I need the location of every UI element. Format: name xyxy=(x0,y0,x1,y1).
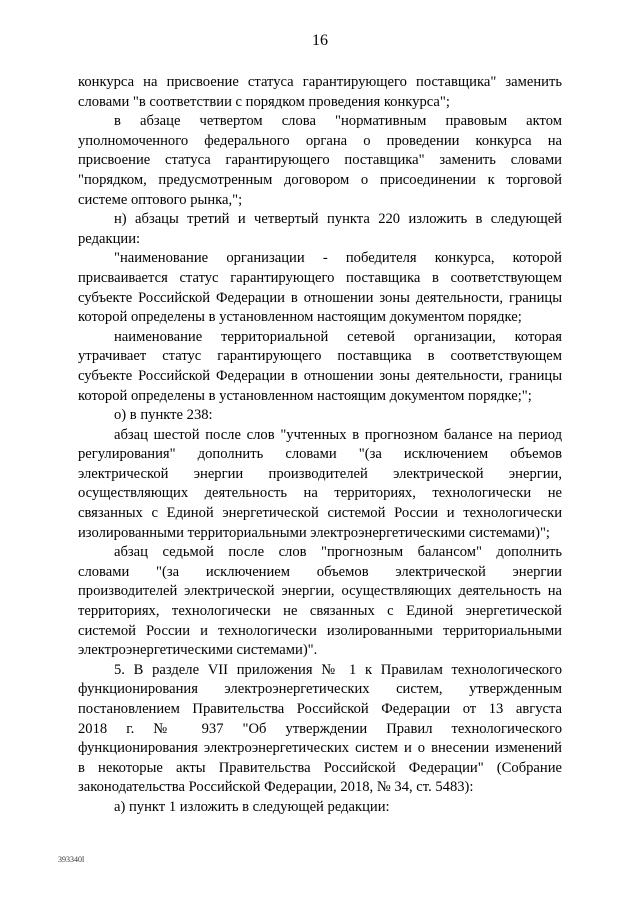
text-line: конкурса на присвоение статуса гарантирующего поставщика" заменить xyxy=(78,74,562,90)
text-line: "наименование организации - победителя конкурса, которой xyxy=(114,250,562,267)
text-line: электрической энергии производителей электрической энергии, xyxy=(78,465,562,482)
text-line: регулирования" дополнить словами "(за исключением объемов xyxy=(78,446,562,463)
text-line: функционирования электроэнергетических систем и о внесении изменений xyxy=(78,740,562,757)
text-line: наименование территориальной сетевой организации, которая xyxy=(114,328,562,345)
text-line: изолированными территориальными электроэнергетическими системами)"; xyxy=(78,524,550,541)
text-line: редакции: xyxy=(78,230,141,247)
text-line: в абзаце четвертом слова "нормативным правовым актом xyxy=(114,113,562,130)
text-line: 5. В разделе VII приложения № 1 к Правилам технологического xyxy=(114,661,562,678)
text-line: словами "в соответствии с порядком проведения конкурса"; xyxy=(78,93,450,110)
text-line: в некоторые акты Правительства Российской Федерации" (Собрание xyxy=(78,759,562,776)
document-footer-code: 393340l xyxy=(58,855,85,864)
text-line: присвоение статуса гарантирующего поставщика" заменить словами xyxy=(78,152,562,169)
text-line: н) абзацы третий и четвертый пункта 220 изложить в следующей xyxy=(114,211,562,228)
text-line: а) пункт 1 изложить в следующей редакции: xyxy=(114,798,390,815)
text-line: абзац шестой после слов "учтенных в прогнозном балансе на период xyxy=(114,426,562,443)
document-body xyxy=(78,73,562,818)
text-line: связанных с Единой энергетической системой России и технологически xyxy=(78,505,562,522)
text-line: уполномоченного федерального органа о проведении конкурса на xyxy=(78,132,562,149)
text-line: территориях, технологически не связанных с Единой энергетической xyxy=(78,603,562,620)
text-line: субъекте Российской Федерации в отношении зоны деятельности, границы xyxy=(78,367,562,384)
text-line: о) в пункте 238: xyxy=(114,407,213,424)
text-line: 2018 г. № 937 "Об утверждении Правил технологического xyxy=(78,720,562,737)
text-line: производителей электрической энергии, осуществляющих деятельность на xyxy=(78,583,562,600)
page-number: 16 xyxy=(312,32,328,49)
text-line: постановлением Правительства Российской Федерации от 13 августа xyxy=(78,701,562,717)
text-line: системе оптового рынка,"; xyxy=(78,191,243,208)
text-line: электроэнергетическими системами)". xyxy=(78,642,318,659)
text-line: системой России и технологически изолированными территориальными xyxy=(78,622,562,639)
text-line: "порядком, предусмотренным договором о присоединении к торговой xyxy=(78,171,562,188)
text-line: функционирования электроэнергетических систем, утвержденным xyxy=(78,681,562,698)
text-line: осуществляющих деятельность на территориях, технологически не xyxy=(78,485,562,502)
text-line: абзац седьмой после слов "прогнозным балансом" дополнить xyxy=(114,544,562,561)
text-line: словами "(за исключением объемов электрической энергии xyxy=(78,563,562,580)
text-line: которой определены в установленном настоящим документом порядке; xyxy=(78,309,522,326)
text-line: которой определены в установленном настоящим документом порядке;"; xyxy=(78,387,532,404)
text-line: законодательства Российской Федерации, 2018, № 34, ст. 5483): xyxy=(78,779,474,796)
text-line: субъекте Российской Федерации в отношении зоны деятельности, границы xyxy=(78,289,562,306)
text-line: присваивается статус гарантирующего поставщика в соответствующем xyxy=(78,269,562,286)
text-line: утрачивает статус гарантирующего поставщика в соответствующем xyxy=(78,348,562,365)
